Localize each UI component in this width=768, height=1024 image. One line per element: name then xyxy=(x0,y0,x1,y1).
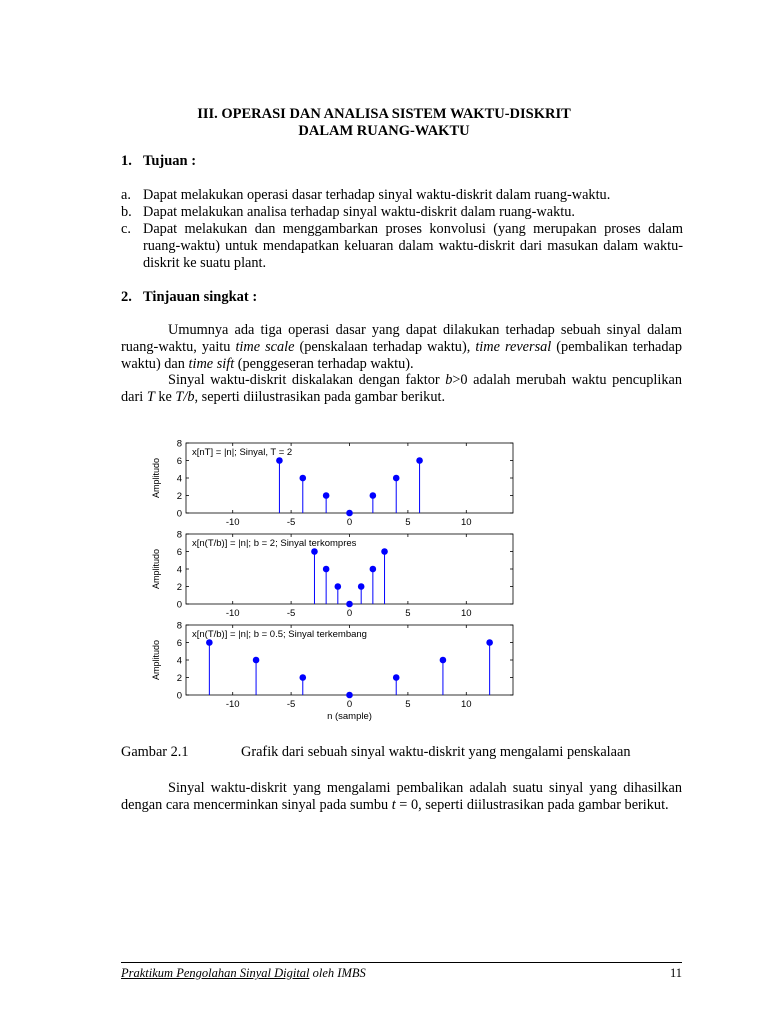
stem-marker xyxy=(207,640,213,646)
stem-marker xyxy=(393,675,399,681)
page-number: 11 xyxy=(669,966,682,980)
var-T-over-b: T/b xyxy=(175,389,195,405)
stem-marker xyxy=(417,458,423,464)
stem-marker xyxy=(323,493,329,499)
list-item-text: Dapat melakukan analisa terhadap sinyal waktu-diskrit dalam ruang-waktu. xyxy=(143,204,575,220)
section-title: Tinjauan singkat : xyxy=(143,289,258,305)
plot-title: x[nT] = |n|; Sinyal, T = 2 xyxy=(192,447,293,458)
list-item-text: Dapat melakukan operasi dasar terhadap sinyal waktu-diskrit dalam ruang-waktu. xyxy=(143,187,611,203)
x-tick-label: -10 xyxy=(225,517,240,528)
footer-course: Praktikum Pengolahan Sinyal Digital xyxy=(121,966,310,980)
x-tick-label: -10 xyxy=(225,608,240,619)
y-tick-label: 8 xyxy=(176,529,182,541)
y-tick-label: 0 xyxy=(176,508,182,520)
x-tick-label: -5 xyxy=(286,608,296,619)
stem-marker xyxy=(382,549,388,555)
stem-marker xyxy=(347,692,353,698)
plot-frame xyxy=(186,443,513,513)
x-tick-label: 5 xyxy=(405,699,411,710)
y-axis-label: Amplitudo xyxy=(151,457,161,499)
stem-marker xyxy=(370,493,376,499)
x-tick-label: -5 xyxy=(286,699,296,710)
stem-marker xyxy=(358,584,364,590)
plot-title: x[n(T/b)] = |n|; b = 2; Sinyal terkompres xyxy=(192,538,357,549)
stem-marker xyxy=(277,458,283,464)
list-item xyxy=(121,204,683,221)
stem-marker xyxy=(487,640,493,646)
y-tick-label: 6 xyxy=(176,547,182,558)
paragraph-operations: Umumnya ada tiga operasi dasar yang dapat dilakukan terhadap sebuah sinyal dalam ruang-waktu, yaitu time scale (penskalaan terhadap waktu), time reversal (pembalikan terhadap waktu) dan time sift (penggeseran terhadap waktu). xyxy=(121,322,682,372)
stem-marker xyxy=(312,549,318,555)
plot-frame xyxy=(186,625,513,695)
var-b: b xyxy=(445,372,453,388)
y-tick-label: 8 xyxy=(176,438,182,450)
var-T: T xyxy=(146,389,155,405)
y-tick-label: 6 xyxy=(176,456,182,467)
y-tick-label: 0 xyxy=(176,690,182,702)
stem-marker xyxy=(393,475,399,481)
y-tick-label: 2 xyxy=(176,491,182,502)
footer-author: oleh IMBS xyxy=(309,966,366,980)
var-t: t xyxy=(391,797,396,813)
y-tick-label: 6 xyxy=(176,638,182,649)
paragraph-reversal: Sinyal waktu-diskrit yang mengalami pembalikan adalah suatu sinyal yang dihasilkan dengan cara mencerminkan sinyal pada sumbu t = 0, seperti diilustrasikan pada gambar berikut. xyxy=(121,780,682,813)
x-tick-label: 5 xyxy=(405,608,411,619)
y-tick-label: 4 xyxy=(176,564,182,576)
section-heading-tinjauan xyxy=(121,289,257,306)
list-item-label: b. xyxy=(121,204,132,220)
x-tick-label: 5 xyxy=(405,517,411,528)
x-tick-label: 0 xyxy=(346,608,353,619)
figure-caption-text: Grafik dari sebuah sinyal waktu-diskrit yang mengalami penskalaan xyxy=(241,744,631,760)
plot-frame xyxy=(186,534,513,604)
footer-divider xyxy=(121,962,682,963)
x-tick-label: -10 xyxy=(225,699,240,710)
section-heading-tujuan xyxy=(121,153,196,170)
term-time-reversal: time reversal xyxy=(475,339,552,355)
y-tick-label: 2 xyxy=(176,673,182,684)
x-tick-label: 0 xyxy=(346,517,353,528)
x-tick-label: 10 xyxy=(460,699,472,710)
y-axis-label: Amplitudo xyxy=(151,639,161,681)
section-number: 2. xyxy=(121,289,132,305)
stem-marker xyxy=(370,566,376,572)
stem-marker xyxy=(300,475,306,481)
list-item-label: c. xyxy=(121,221,131,237)
y-tick-label: 4 xyxy=(176,473,182,485)
paragraph-scaling: Sinyal waktu-diskrit diskalakan dengan faktor b>0 adalah merubah waktu pencuplikan dari T ke T/b, seperti diilustrasikan pada gambar berikut. xyxy=(121,372,682,405)
stem-marker xyxy=(335,584,341,590)
list-item xyxy=(121,187,683,204)
y-axis-label: Amplitudo xyxy=(151,548,161,590)
section-number: 1. xyxy=(121,153,132,169)
y-tick-label: 8 xyxy=(176,620,182,632)
plot-title: x[n(T/b)] = |n|; b = 0.5; Sinyal terkembang xyxy=(192,629,367,640)
term-time-scale: time scale xyxy=(235,339,295,355)
term-time-shift: time sift xyxy=(188,356,235,372)
y-tick-label: 4 xyxy=(176,655,182,667)
chapter-title-line1: III. OPERASI DAN ANALISA SISTEM WAKTU-DISKRIT xyxy=(197,106,571,122)
list-item-label: a. xyxy=(121,187,131,203)
stem-marker xyxy=(300,675,306,681)
y-tick-label: 0 xyxy=(176,599,182,611)
x-tick-label: 0 xyxy=(346,699,353,710)
stem-marker xyxy=(347,510,353,516)
figure-caption xyxy=(121,744,630,761)
list-item xyxy=(121,221,683,272)
x-tick-label: 10 xyxy=(460,517,472,528)
stem-marker xyxy=(323,566,329,572)
section-title: Tujuan : xyxy=(143,153,197,169)
chapter-title-line2: DALAM RUANG-WAKTU xyxy=(298,123,470,139)
x-tick-label: 10 xyxy=(460,608,472,619)
stem-marker xyxy=(347,601,353,607)
stem-marker xyxy=(440,657,446,663)
x-axis-label: n (sample) xyxy=(327,711,372,722)
stem-marker xyxy=(253,657,259,663)
x-tick-label: -5 xyxy=(286,517,296,528)
figure-label: Gambar 2.1 xyxy=(121,744,189,760)
y-tick-label: 2 xyxy=(176,582,182,593)
list-item-text: Dapat melakukan dan menggambarkan proses konvolusi (yang merupakan proses dalam ruang-waktu) untuk mendapatkan keluaran dalam waktu-diskrit dari masukan dalam waktu-diskrit ke suatu plant. xyxy=(143,221,683,271)
footer-text xyxy=(121,966,366,981)
